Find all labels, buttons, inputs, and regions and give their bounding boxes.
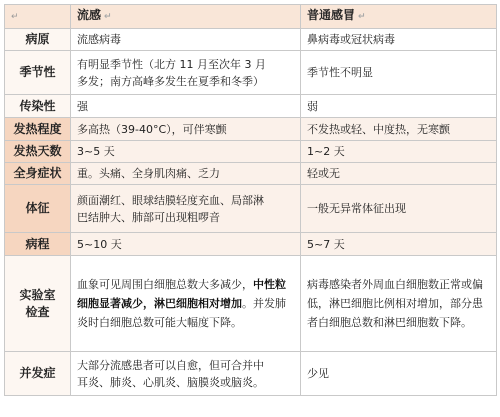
- row-course: [5, 233, 497, 256]
- bold-highlight: 中性粒细胞显著减少，淋巴细胞相对增加: [77, 278, 286, 310]
- return-mark-icon: ↵: [11, 12, 19, 22]
- flu-cell: 多高热（39-40°C），可伴寒颤: [71, 118, 301, 141]
- row-fever-degree: [5, 118, 497, 141]
- row-seasonality: [5, 51, 497, 95]
- cold-cell: 病毒感染者外周血白细胞数正常或偏低，淋巴细胞比例相对增加，部分患者白细胞总数和淋巴细胞数下降。: [301, 256, 497, 352]
- header-flu: 流感 ↵: [71, 5, 301, 29]
- row-label: 发热程度: [5, 118, 71, 141]
- cold-cell: 不发热或轻、中度热，无寒颤: [301, 118, 497, 141]
- row-label: 实验室 检查: [5, 256, 71, 352]
- flu-cell: 有明显季节性（北方 11 月至次年 3 月 多发；南方高峰多发生在夏季和冬季）: [71, 51, 301, 95]
- row-fever-days: [5, 141, 497, 163]
- flu-cell: 颜面潮红、眼球结膜轻度充血、局部淋 巴结肿大、肺部可出现粗啰音: [71, 185, 301, 233]
- flu-vs-cold-table: [4, 4, 497, 396]
- cold-cell: 鼻病毒或冠状病毒: [301, 29, 497, 51]
- flu-cell: 流感病毒: [71, 29, 301, 51]
- table-header-row: [5, 5, 497, 29]
- flu-cell: 重。头痛、全身肌肉痛、乏力: [71, 163, 301, 185]
- flu-cell: 血象可见周围白细胞总数大多减少，中性粒细胞显著减少，淋巴细胞相对增加。并发肺炎时白细胞总数可能大幅度下降。: [71, 256, 301, 352]
- row-lab-tests: [5, 256, 497, 352]
- row-label: 季节性: [5, 51, 71, 95]
- return-mark-icon: ↵: [358, 12, 366, 22]
- header-corner-cell: [5, 5, 71, 29]
- cold-cell: 5~7 天: [301, 233, 497, 256]
- cold-cell: 少见: [301, 352, 497, 396]
- row-label: 病程: [5, 233, 71, 256]
- row-label: 发热天数: [5, 141, 71, 163]
- row-label: 病原: [5, 29, 71, 51]
- cold-cell: 一般无异常体征出现: [301, 185, 497, 233]
- cold-cell: 弱: [301, 95, 497, 118]
- cold-cell: 轻或无: [301, 163, 497, 185]
- comparison-table-container: [4, 4, 496, 413]
- header-common-cold: 普通感冒 ↵: [301, 5, 497, 29]
- cold-cell: 1~2 天: [301, 141, 497, 163]
- row-complications: [5, 352, 497, 396]
- flu-cell: 大部分流感患者可以自愈，但可合并中 耳炎、肺炎、心肌炎、脑膜炎或脑炎。: [71, 352, 301, 396]
- row-label: 体征: [5, 185, 71, 233]
- flu-cell: 3~5 天: [71, 141, 301, 163]
- row-contagiousness: [5, 95, 497, 118]
- row-label: 传染性: [5, 95, 71, 118]
- row-label: 并发症: [5, 352, 71, 396]
- flu-cell: 5~10 天: [71, 233, 301, 256]
- flu-cell: 强: [71, 95, 301, 118]
- cold-cell: 季节性不明显: [301, 51, 497, 95]
- row-systemic-symptoms: [5, 163, 497, 185]
- row-signs: [5, 185, 497, 233]
- return-mark-icon: ↵: [104, 12, 112, 22]
- row-label: 全身症状: [5, 163, 71, 185]
- row-pathogen: [5, 29, 497, 51]
